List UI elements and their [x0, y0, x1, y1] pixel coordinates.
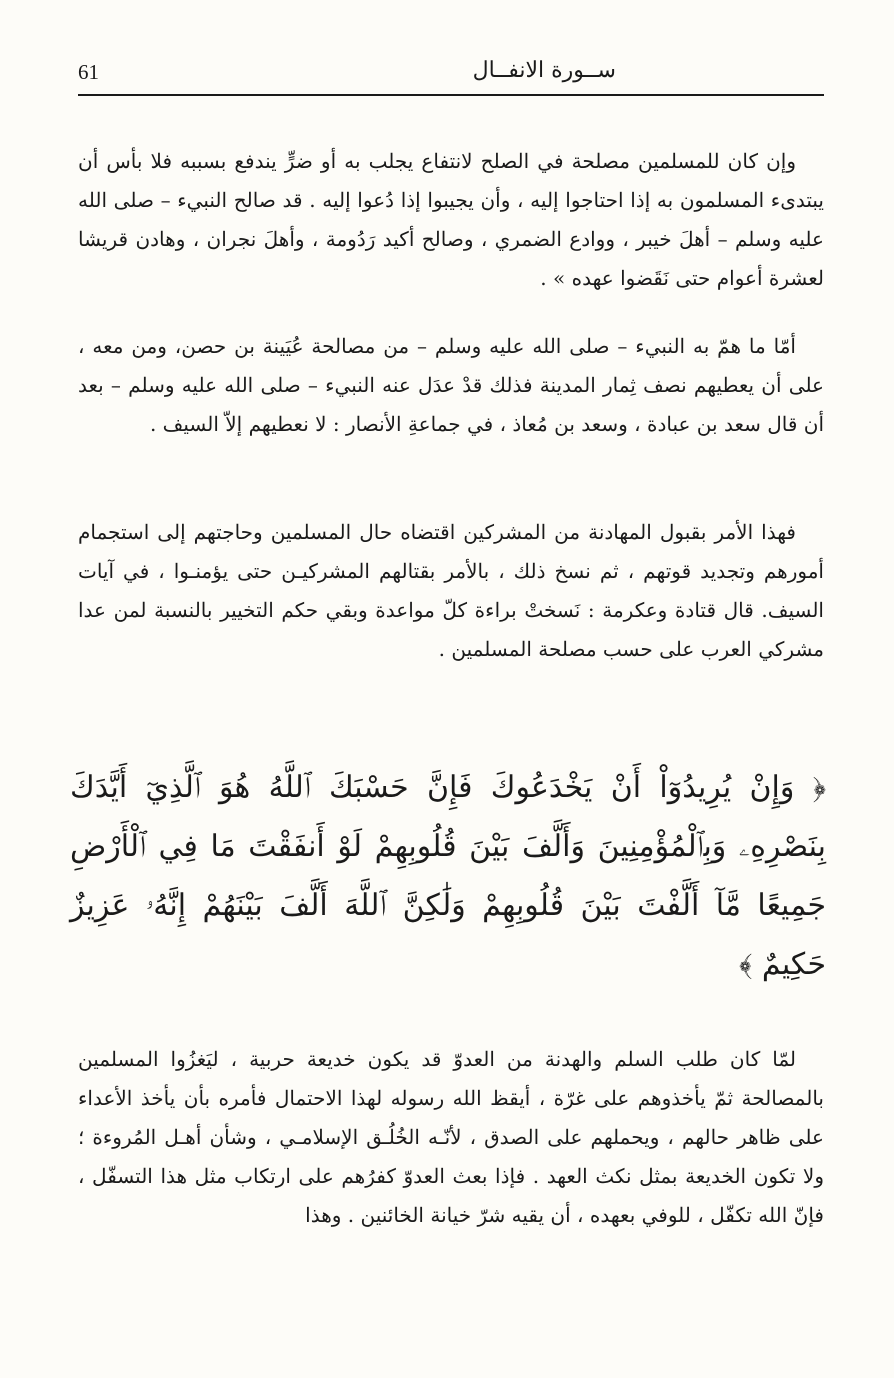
quran-verse: ﴿ وَإِنْ يُرِيدُوٓاْ أَنْ يَخْدَعُوكَ فَإِنَّ حَسْبَكَ ٱللَّهُ هُوَ ٱلَّذِيٓ أَيَّدَكَ بِنَصْرِهِۦ وَبِٱلْمُؤْمِنِينَ وَأَلَّفَ بَيْنَ قُلُوبِهِمْ لَوْ أَنفَقْتَ مَا فِي ٱلْأَرْضِ جَمِيعًا مَّآ أَلَّفْتَ بَيْنَ قُلُوبِهِمْ وَلَٰكِنَّ ٱللَّهَ أَلَّفَ بَيْنَهُمْ إِنَّهُۥ عَزِيزٌ حَكِيمٌ ﴾: [70, 770, 826, 982]
paragraph-3: [78, 513, 824, 669]
paragraph-1-text: وإن كان للمسلمين مصلحة في الصلح لانتفاع يجلب به أو ضرٍّ يندفع بسببه فلا بأس أن يبتدىء المسلمون به إذا احتاجوا إليه ، وأن يجيبوا إذا دُعوا إليه . قد صالح النبيء – صلى الله عليه وسلم – أهلَ خيبر ، ووادع الضمري ، وصالح أكيد رَدُومة ، وأهلَ نجران ، وهادن قريشا لعشرة أعوام حتى نَقَضوا عهده » .: [78, 149, 824, 290]
running-title: ســورة الانفــال: [472, 58, 616, 83]
paragraph-2-block: [78, 327, 824, 444]
page-number: 61: [78, 60, 99, 84]
paragraph-1-block: [78, 142, 824, 298]
paragraph-3-text: فهذا الأمر بقبول المهادنة من المشركين اقتضاه حال المسلمين وحاجتهم إلى استجمام أمورهم وتجديد قوتهم ، ثم نسخ ذلك ، بالأمر بقتالهم المشركيـن حتى يؤمنـوا ، في آيات السيف. قال قتادة وعكرمة : نَسختْ براءة كلّ مواعدة وبقي حكم التخيير بالنسبة لمن عدا مشركي العرب على حسب مصلحة المسلمين .: [78, 520, 824, 661]
paragraph-4: [78, 1040, 824, 1235]
paragraph-2-text: أمّا ما همّ به النبيء – صلى الله عليه وسلم – من مصالحة عُيَينة بن حصن، ومن معه ، على أن يعطيهم نصف ثِمار المدينة فذلك قدْ عدَل عنه النبيء – صلى الله عليه وسلم – بعد أن قال سعد بن عبادة ، وسعد بن مُعاذ ، في جماعةِ الأنصار : لا نعطيهم إلاّ السيف .: [78, 334, 824, 436]
paragraph-4-block: [78, 1040, 824, 1235]
paragraph-4-text: لمّا كان طلب السلم والهدنة من العدوّ قد يكون خديعة حربية ، ليَغزُوا المسلمين بالمصالحة ثمّ يأخذوهم على غرّة ، أيقظ الله رسوله لهذا الاحتمال فأمره بأن يأخذ الأعداء على ظاهر حالهم ، ويحملهم على الصدق ، لأنّـه الخُلُـق الإسلامـي ، وشأن أهـل المُروءة ؛ ولا تكون الخديعة بمثل نكث العهد . فإذا بعث العدوّ كفرُهم على ارتكاب مثل هذا التسفّل ، فإنّ الله تكفّل ، للوفي بعهده ، أن يقيه شرّ خيانة الخائنين . وهذا: [78, 1047, 824, 1227]
page-header: [78, 52, 824, 96]
header-divider: [78, 94, 824, 96]
paragraph-2: [78, 327, 824, 444]
paragraph-3-block: [78, 513, 824, 669]
paragraph-1: [78, 142, 824, 298]
